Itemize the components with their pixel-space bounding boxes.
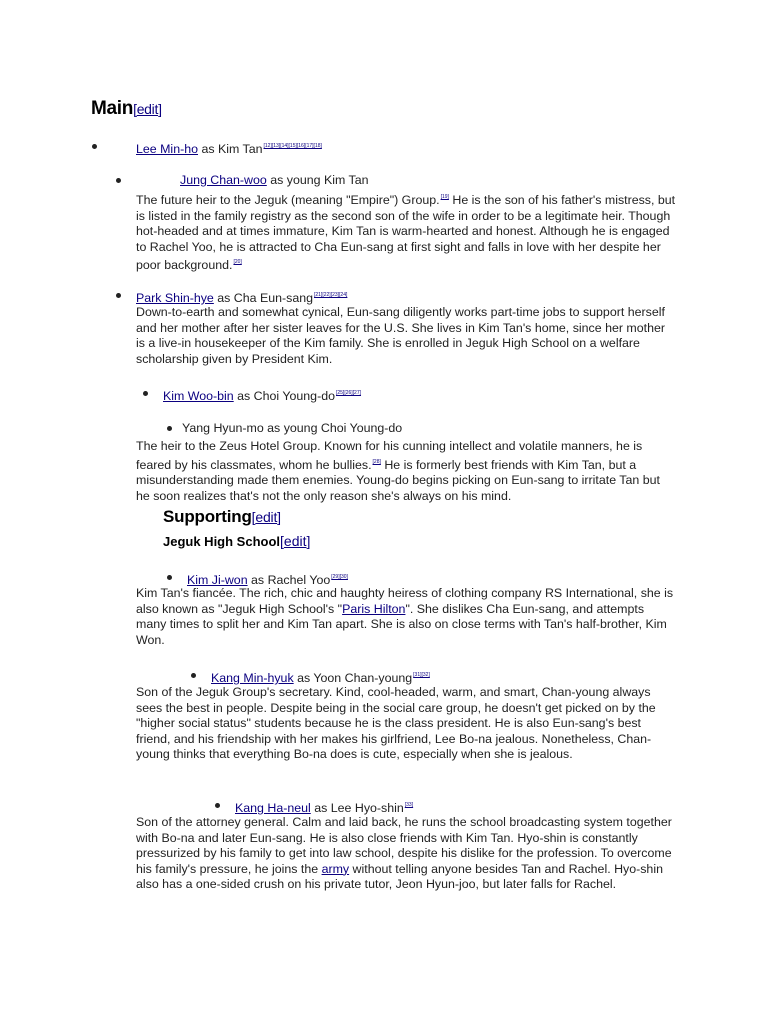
refs-kang-minhyuk[interactable]: [31][32] xyxy=(413,672,430,678)
cast-item-kang-minhyuk xyxy=(211,667,430,686)
desc-kim-tan xyxy=(136,190,676,274)
desc-choi-youngdo xyxy=(136,439,676,504)
desc-kim-tan-part-a: The future heir to the Jeguk (meaning "Empire") Group. xyxy=(136,193,440,207)
bullet-icon xyxy=(143,391,148,396)
cast-item-yang-hyunmo: Yang Hyun-mo as young Choi Young-do xyxy=(182,421,403,435)
jeguk-edit-close-bracket: ] xyxy=(306,533,311,549)
refs-kim-woobin[interactable]: [25][26][27] xyxy=(335,390,362,396)
main-heading-title: Main xyxy=(91,98,134,119)
bullet-icon xyxy=(92,144,97,149)
actor-link-kim-woobin[interactable]: Kim Woo-bin xyxy=(163,389,234,403)
role-kim-woobin: as Choi Young-do xyxy=(233,389,335,403)
cast-item-kang-haneul xyxy=(235,797,413,816)
refs-kang-haneul[interactable]: [33] xyxy=(404,802,414,808)
army-link[interactable]: army xyxy=(321,861,350,876)
actor-link-kang-minhyuk[interactable]: Kang Min-hyuk xyxy=(211,671,294,685)
jeguk-edit-open-bracket: [ xyxy=(280,533,284,549)
desc-choi-youngdo-part-a: The heir to the Zeus Hotel Group. Known for his cunning intellect and volatile manners, he is feared by his classmates, whom he bullies. xyxy=(136,439,643,472)
bullet-icon xyxy=(191,673,196,678)
supporting-edit-link[interactable]: edit xyxy=(255,509,278,525)
refs-park-shinhye[interactable]: [21][22][23][24] xyxy=(314,292,348,298)
desc-yoon-chanyoung: Son of the Jeguk Group's secretary. Kind, cool-headed, warm, and smart, Chan-young always sees the best in people. Despite being in the social care group, he doesn't get picked on by the "higher social status" students because he is the class president. He is also Eun-sang's best friend, and his friendship with her makes his girlfriend, Lee Bo-na jealous. Nonetheless, Chan-young thinks that everything Bo-na does is cute, especially when she is jealous. xyxy=(136,685,656,762)
bullet-icon xyxy=(116,178,121,183)
bullet-icon xyxy=(167,426,172,431)
desc-kim-tan-part-b: He is the son of his father's mistress, but is listed in the family registry as the second son of the wife in order to be a legitimate heir. Though hot-headed and at times immature, Kim Tan is warm-hearted and honest. Although he is engaged to Rachel Yoo, he is attracted to Cha Eun-sang at first sight and falls in love with her despite her poor background. xyxy=(136,193,676,273)
desc-choi-youngdo-part-b: He is formerly best friends with Kim Tan, but a misunderstanding made them enemies. Young-do begins picking on Eun-sang to irritate Tan but he soon realizes that's not the only reason she's always on his mind. xyxy=(136,457,660,503)
role-kang-haneul: as Lee Hyo-shin xyxy=(310,801,404,815)
actor-link-kim-jiwon[interactable]: Kim Ji-won xyxy=(187,573,248,587)
actor-link-park-shinhye[interactable]: Park Shin-hye xyxy=(136,291,214,305)
cast-item-jung-chanwoo xyxy=(180,172,369,188)
actor-link-lee-minho[interactable]: Lee Min-ho xyxy=(136,142,198,156)
jeguk-edit-link[interactable]: edit xyxy=(283,533,307,549)
role-lee-minho: as Kim Tan xyxy=(198,142,263,156)
main-edit-section xyxy=(133,101,162,117)
supporting-edit-section xyxy=(252,509,281,525)
paris-hilton-link[interactable]: Paris Hilton xyxy=(342,601,406,616)
role-kim-jiwon: as Rachel Yoo xyxy=(247,573,331,587)
actor-link-jung-chanwoo[interactable]: Jung Chan-woo xyxy=(180,173,267,187)
desc-rachel-yoo xyxy=(136,586,676,648)
main-heading xyxy=(91,98,162,120)
role-jung-chanwoo: as young Kim Tan xyxy=(266,173,369,187)
desc-rachel-yoo-part-b: ". She dislikes Cha Eun-sang, and attempts many times to split her and Kim Tan apart. She is also on close terms with Tan's half-brother, Kim Won. xyxy=(136,601,667,647)
desc-lee-hyoshin-part-a: Son of the attorney general. Calm and laid back, he runs the school broadcasting system together with Bo-na and later Eun-sang. He is also close friends with Kim Tan. Hyo-shin is constantly pressurized by his family to get into law school, despite his dislike for the profession. To overcome his family's pressure, he joins the xyxy=(136,815,672,876)
actor-link-kang-haneul[interactable]: Kang Ha-neul xyxy=(235,801,311,815)
desc-cha-eunsang: Down-to-earth and somewhat cynical, Eun-sang diligently works part-time jobs to support herself and her mother after her sister leaves for the U.S. She lives in Kim Tan's home, since her mother is a live-in housekeeper of the Kim family. She is enrolled in Jeguk High School on a welfare scholarship given by President Kim. xyxy=(136,305,665,366)
main-edit-close-bracket: ] xyxy=(158,101,162,117)
role-kang-minhyuk: as Yoon Chan-young xyxy=(293,671,413,685)
bullet-icon xyxy=(215,803,220,808)
main-edit-link[interactable]: edit xyxy=(136,101,159,117)
refs-lee-minho[interactable]: [12][13][14][15][16][17][18] xyxy=(263,143,322,149)
desc-lee-hyoshin-part-b: without telling anyone besides Tan and Rachel. Hyo-shin also has a one-sided crush on his private tutor, Jeon Hyun-joo, but later falls for Rachel. xyxy=(136,861,663,892)
desc-rachel-yoo-part-a: Kim Tan's fiancée. The rich, chic and haughty heiress of clothing company RS International, she is also known as "Jeguk High School's " xyxy=(136,586,674,616)
cast-item-lee-minho xyxy=(136,138,322,157)
supporting-edit-close-bracket: ] xyxy=(277,509,281,525)
jeguk-heading-title: Jeguk High School xyxy=(163,534,281,549)
ref-19[interactable]: [19] xyxy=(440,194,449,200)
main-edit-open-bracket: [ xyxy=(133,101,137,117)
cast-item-kim-woobin xyxy=(163,385,361,404)
ref-28[interactable]: [28] xyxy=(372,458,381,465)
jeguk-high-school-heading xyxy=(163,533,310,549)
role-park-shinhye: as Cha Eun-sang xyxy=(213,291,314,305)
jeguk-edit-section xyxy=(280,533,310,549)
desc-lee-hyoshin xyxy=(136,815,676,893)
supporting-heading xyxy=(163,507,281,527)
refs-kim-jiwon[interactable]: [29][30] xyxy=(331,574,348,580)
bullet-icon xyxy=(116,293,121,298)
supporting-heading-title: Supporting xyxy=(163,507,252,526)
bullet-icon xyxy=(167,575,172,580)
cast-item-park-shinhye xyxy=(136,287,347,306)
ref-20[interactable]: [20] xyxy=(233,259,242,266)
supporting-edit-open-bracket: [ xyxy=(251,509,256,525)
